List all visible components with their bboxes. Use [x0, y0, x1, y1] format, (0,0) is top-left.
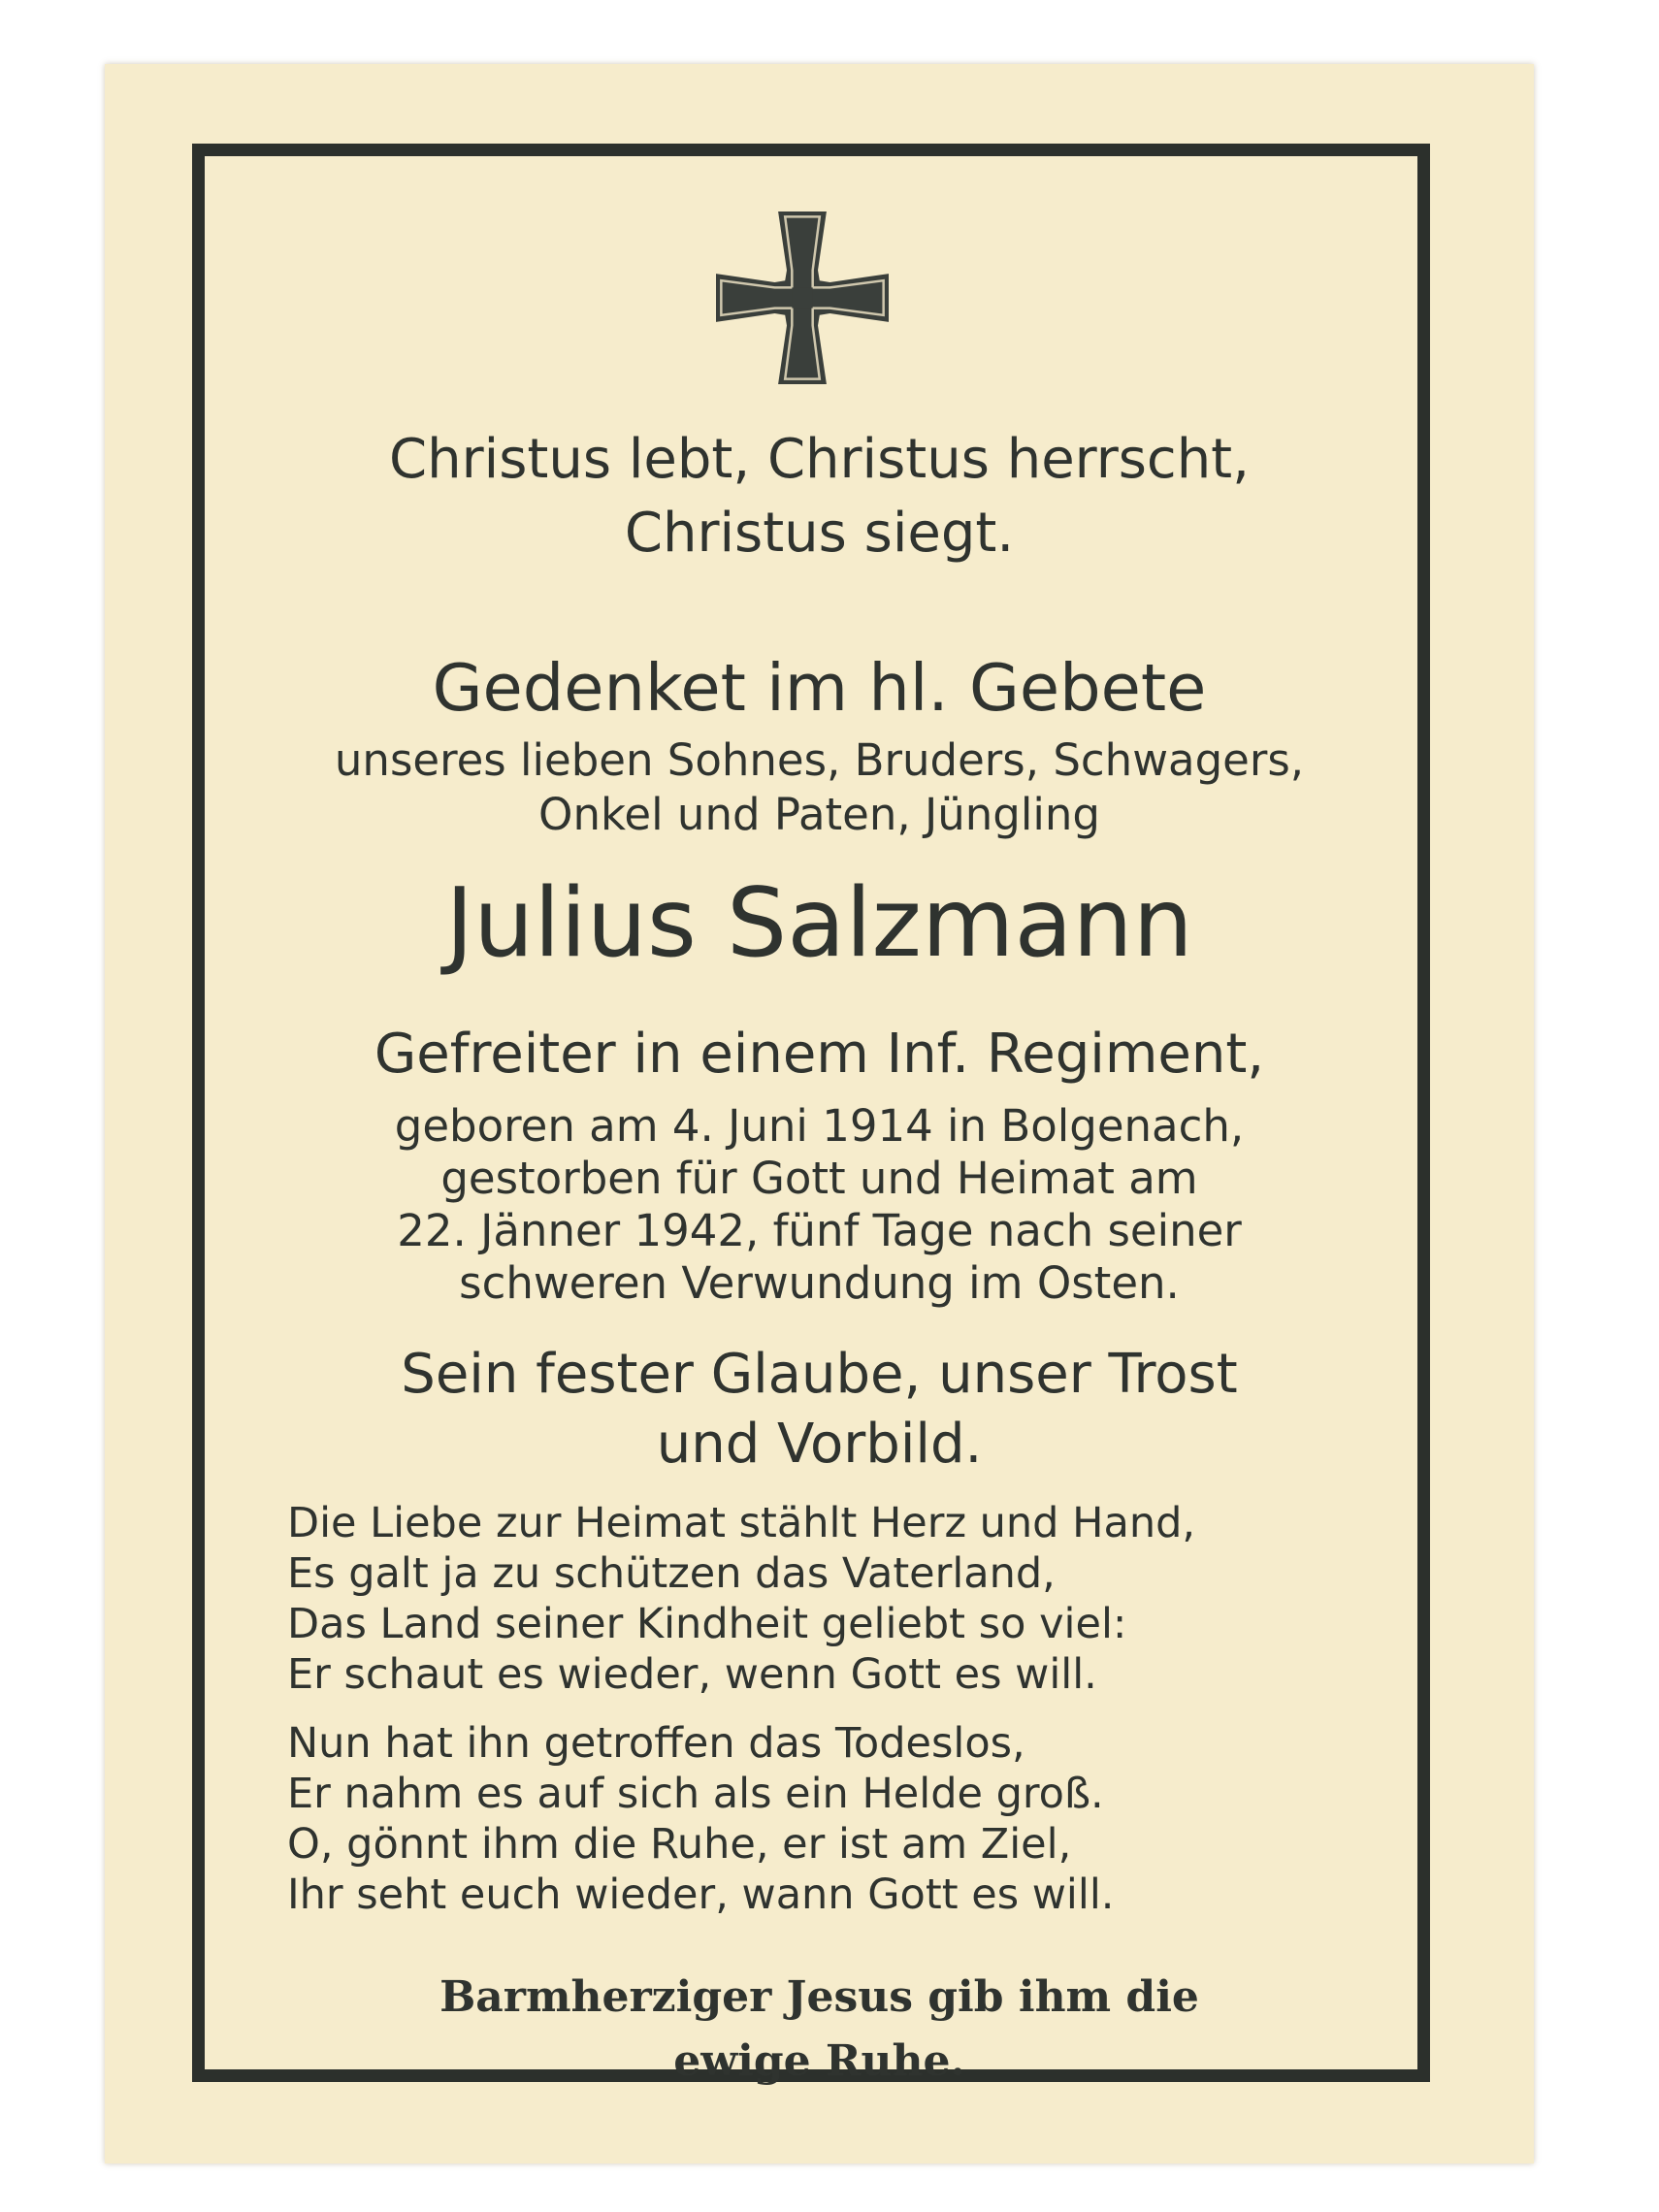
poem-line: Er schaut es wieder, wenn Gott es will.	[287, 1650, 1097, 1699]
life-line-2: gestorben für Gott und Heimat am	[440, 1153, 1198, 1204]
poem-line: Er nahm es auf sich als ein Helde groß.	[287, 1770, 1104, 1818]
relation-line-2: Onkel und Paten, Jüngling	[538, 789, 1100, 840]
motto-line-2: und Vorbild.	[656, 1413, 983, 1476]
header-line-1: Christus lebt, Christus herrscht,	[389, 428, 1250, 491]
poem-line: Die Liebe zur Heimat stählt Herz und Hand,	[287, 1499, 1196, 1547]
header-text	[105, 423, 1534, 570]
poem-line: Ihr seht euch wieder, wann Gott es will.	[287, 1870, 1115, 1919]
header-line-2: Christus siegt.	[624, 502, 1015, 565]
motto-text	[105, 1340, 1534, 1480]
deceased-name: Julius Salzmann	[445, 868, 1193, 979]
iron-cross-icon	[716, 211, 889, 384]
closing-line-2: ewige Ruhe.	[673, 2036, 965, 2086]
life-dates-text	[105, 1100, 1534, 1310]
life-line-3: 22. Jänner 1942, fünf Tage nach seiner	[397, 1205, 1242, 1256]
closing-line-1: Barmherziger Jesus gib ihm die	[439, 1972, 1199, 2022]
poem-line: Nun hat ihn getroffen das Todeslos,	[287, 1719, 1025, 1768]
poem-line: Das Land seiner Kindheit geliebt so viel:	[287, 1600, 1127, 1648]
prayer-heading: Gedenket im hl. Gebete	[432, 650, 1207, 726]
life-line-1: geboren am 4. Juni 1914 in Bolgenach,	[394, 1100, 1245, 1152]
memorial-card	[105, 64, 1534, 2163]
poem-stanza-2	[287, 1718, 1114, 1920]
poem-stanza-1	[287, 1498, 1195, 1700]
relation-line-1: unseres lieben Sohnes, Bruders, Schwagers,	[334, 734, 1305, 786]
life-line-4: schweren Verwundung im Osten.	[459, 1257, 1180, 1309]
poem-line: O, gönnt ihm die Ruhe, er ist am Ziel,	[287, 1820, 1072, 1869]
closing-prayer	[105, 1966, 1534, 2094]
motto-line-1: Sein fester Glaube, unser Trost	[401, 1343, 1238, 1406]
poem-line: Es galt ja zu schützen das Vaterland,	[287, 1549, 1056, 1598]
rank-text: Gefreiter in einem Inf. Regiment,	[374, 1023, 1265, 1086]
relation-text	[105, 733, 1534, 842]
